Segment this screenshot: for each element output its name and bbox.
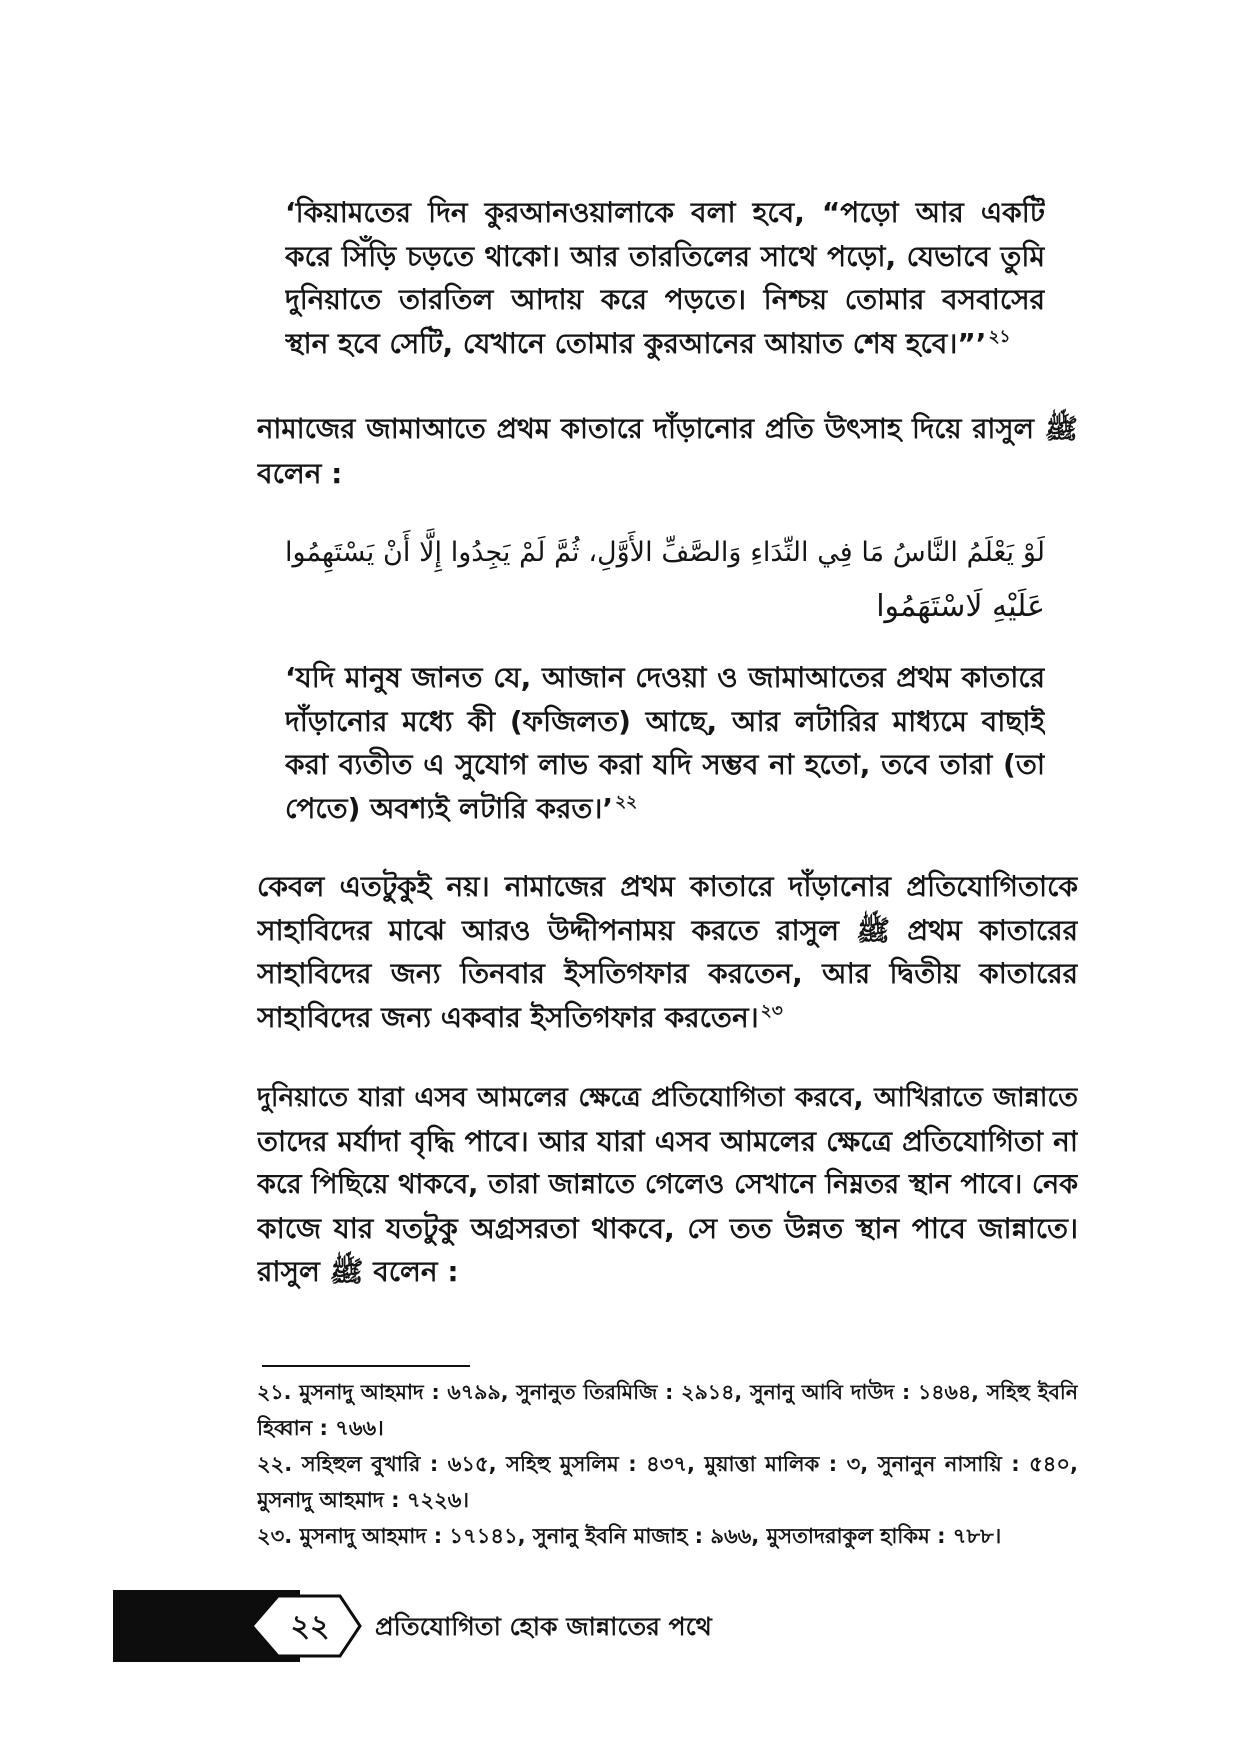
page-number: ২২: [290, 1609, 330, 1644]
text-line: দুনিয়াতে যারা এসব আমলের ক্ষেত্রে প্রতিযোগিতা করবে, আখিরাতে জান্নাতে: [257, 1082, 1078, 1113]
text-line: বলেন :: [257, 456, 343, 490]
text-line: করে সিঁড়ি চড়তে থাকো। আর তারতিলের সাথে পড়ো, যেভাবে তুমি: [285, 239, 1045, 273]
arabic-text-line: عَلَيْهِ لَاسْتَهَمُوا: [876, 589, 1045, 624]
text-line: [285, 787, 1045, 831]
footnote-separator-rule: [262, 1365, 470, 1367]
footnote-line: ২২. সহিহুল বুখারি : ৬১৫, সহিহু মুসলিম : ৪৩৭, মুয়াত্তা মালিক : ৩, সুনানুন নাসায়ি : ৫৪০,: [257, 1452, 1078, 1476]
footnotes: [257, 1374, 1078, 1554]
footnote-reference: ২১: [988, 326, 1011, 347]
footnote-reference: ২৩: [760, 1000, 783, 1021]
footnote-reference: ২২: [615, 791, 638, 812]
arabic-text-line: لَوْ يَعْلَمُ النَّاسُ مَا فِي النِّدَاءِ وَالصَّفِّ الأَوَّلِ، ثُمَّ لَمْ يَجِدُوا إِلَّا أَنْ يَسْتَهِمُوا: [285, 537, 1045, 568]
text-line: সাহাবিদের জন্য তিনবার ইসতিগফার করতেন, আর দ্বিতীয় কাতারের: [257, 957, 1078, 990]
text-line: [285, 322, 1045, 366]
text-line: তাদের মর্যাদা বৃদ্ধি পাবে। আর যারা এসব আমলের ক্ষেত্রে প্রতিযোগিতা না: [257, 1124, 1078, 1158]
text-line: ‘যদি মানুষ জানত যে, আজান দেওয়া ও জামাআতের প্রথম কাতারে: [285, 661, 1045, 694]
text-line-content: সাহাবিদের জন্য একবার ইসতিগফার করতেন।: [257, 1000, 759, 1034]
text-line: করে পিছিয়ে থাকবে, তারা জান্নাতে গেলেও সেখানে নিম্নতর স্থান পাবে। নেক: [257, 1169, 1078, 1200]
running-title: প্রতিযোগিতা হোক জান্নাতের পথে: [375, 1612, 712, 1641]
footnote-line: মুসনাদু আহমাদ : ৭২২৬।: [257, 1488, 469, 1512]
footnote-line: হিব্বান : ৭৬৬।: [257, 1416, 384, 1440]
text-line: দাঁড়ানোর মধ্যে কী (ফজিলত) আছে, আর লটারির মাধ্যমে বাছাই: [285, 704, 1045, 738]
hadith-translation-quote: [285, 656, 1045, 830]
text-line-content: পেতে) অবশ্যই লটারি করত।’: [285, 791, 614, 825]
hadith-translation-quote: [285, 191, 1045, 365]
text-line: নামাজের জামাআতে প্রথম কাতারে দাঁড়ানোর প্রতি উৎসাহ দিয়ে রাসুল ﷺ: [257, 413, 1078, 445]
text-line: দুনিয়াতে তারতিল আদায় করে পড়তে। নিশ্চয় তোমার বসবাসের: [285, 283, 1045, 316]
text-line-content: স্থান হবে সেটি, যেখানে তোমার কুরআনের আয়াত শেষ হবে।”’: [285, 326, 987, 360]
text-line: রাসুল ﷺ বলেন :: [257, 1255, 459, 1288]
text-line: ‘কিয়ামতের দিন কুরআনওয়ালাকে বলা হবে, “পড়ো আর একটি: [285, 196, 1045, 229]
text-line: কাজে যার যতটুকু অগ্রসরতা থাকবে, সে তত উন্নত স্থান পাবে জান্নাতে।: [257, 1211, 1078, 1245]
text-line: কেবল এতটুকুই নয়। নামাজের প্রথম কাতারে দাঁড়ানোর প্রতিযোগিতাকে: [257, 870, 1078, 903]
arabic-hadith-text: [285, 526, 1045, 634]
text-line: [257, 996, 1078, 1040]
text-line: সাহাবিদের মাঝে আরও উদ্দীপনাময় করতে রাসুল ﷺ প্রথম কাতারের: [257, 913, 1078, 947]
body-paragraph: [257, 1076, 1078, 1294]
body-paragraph: [257, 865, 1078, 1039]
footnote-line: ২৩. মুসনাদু আহমাদ : ১৭১৪১, সুনানু ইবনি মাজাহ : ৯৬৬, মুসতাদরাকুল হাকিম : ৭৮৮।: [257, 1524, 1002, 1548]
body-paragraph: [257, 408, 1078, 495]
text-line: করা ব্যতীত এ সুযোগ লাভ করা যদি সম্ভব না হতো, তবে তারা (তা: [285, 748, 1045, 781]
footnote-line: ২১. মুসনাদু আহমাদ : ৬৭৯৯, সুনানুত তিরমিজি : ২৯১৪, সুনানু আবি দাউদ : ১৪৬৪, সহিহু ইবনি: [257, 1380, 1078, 1404]
